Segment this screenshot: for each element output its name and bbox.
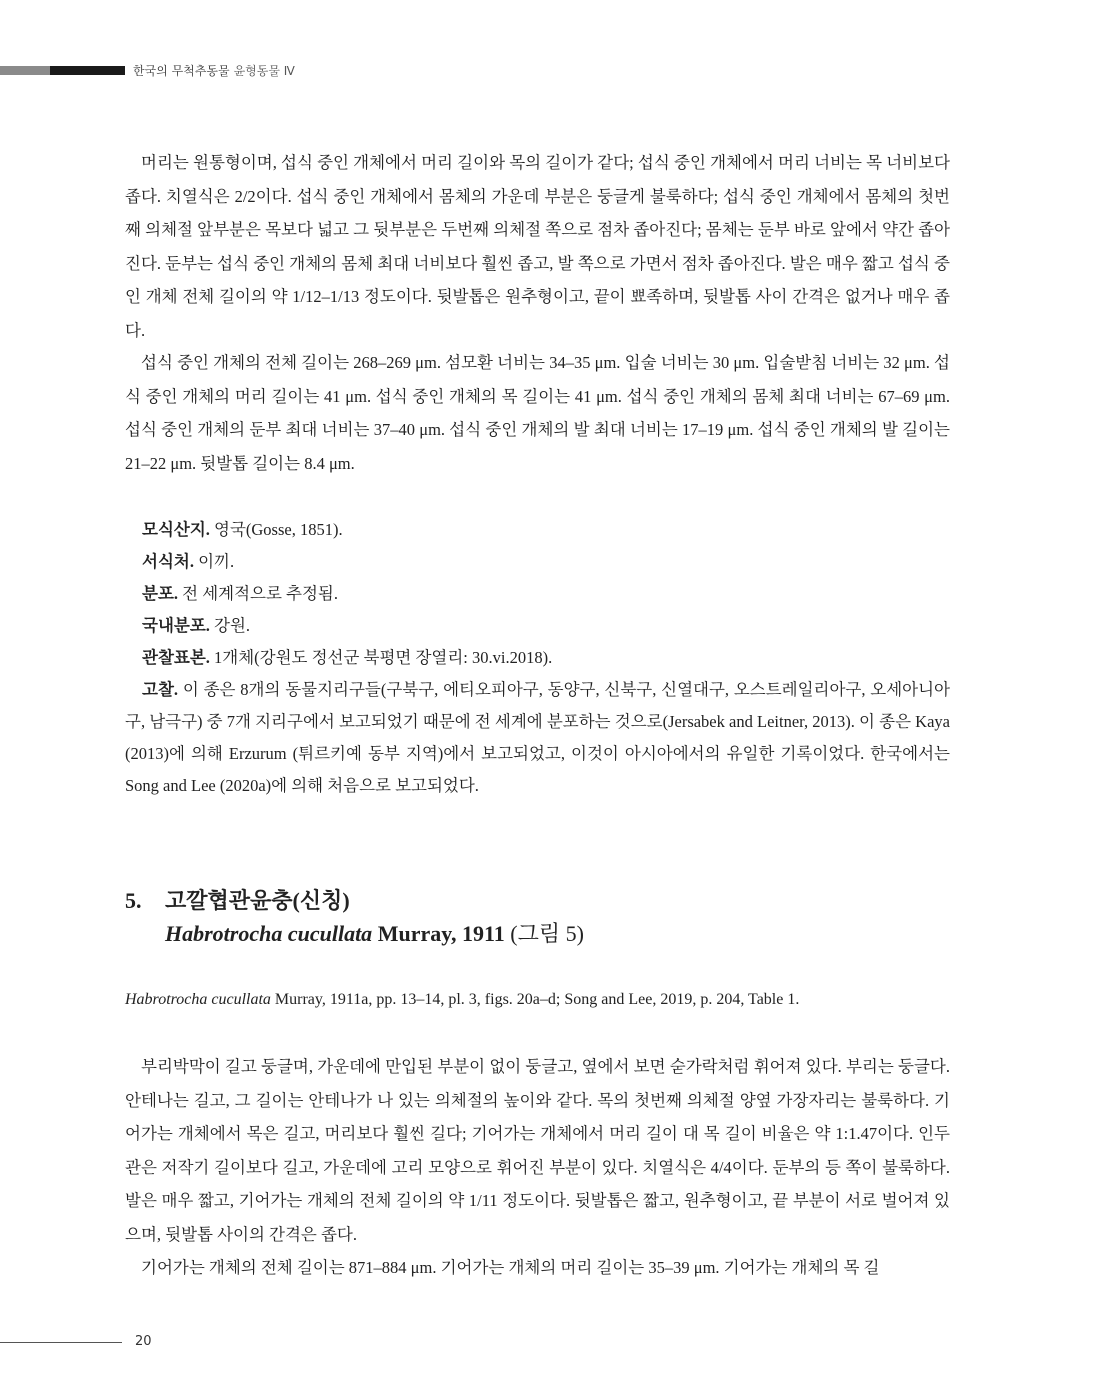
habitat: [125, 546, 950, 578]
species-scientific-heading: [165, 918, 584, 950]
domestic-distribution-value: 강원.: [214, 616, 251, 635]
volume-title: 윤형동물 Ⅳ: [233, 64, 295, 78]
type-locality: [125, 514, 950, 546]
discussion: [125, 674, 950, 802]
species-korean-name: 고깔협관윤충(신칭): [165, 888, 350, 913]
habitat-label: 서식처.: [142, 552, 194, 571]
citation-species: Habrotrocha cucullata: [125, 991, 271, 1008]
material-examined: [125, 642, 950, 674]
discussion-value: 이 종은 8개의 동물지리구들(구북구, 에티오피아구, 동양구, 신북구, 신열대구, 오스트레일리아구, 오세아니아구, 남극구) 중 7개 지리구에서 보고되었기 때문에 전 세계에 분포하는 것으로(Jersabek and Leitner, 2013). 이 종은 Kaya (2013)에 의해 Erzurum (튀르키예 동부 지역)에서 보고되었고, 이것이 아시아에서의 유일한 기록이었다. 한국에서는 Song and Lee (2020a)에 의해 처음으로 보고되었다.: [125, 680, 950, 795]
page-number: 20: [135, 1334, 152, 1349]
description-paragraph-2: 부리박막이 길고 둥글며, 가운데에 만입된 부분이 없이 둥글고, 옆에서 보면 숟가락처럼 휘어져 있다. 부리는 둥글다. 안테나는 길고, 그 길이는 안테나가 나 있는 의체절의 높이와 같다. 목의 첫번째 의체절 양옆 가장자리는 불룩하다. 기어가는 개체에서 목은 길고, 머리보다 훨씬 길다; 기어가는 개체에서 머리 길이 대 목 길이 비율은 약 1:1.47이다. 인두관은 저작기 길이보다 길고, 가운데에 고리 모양으로 휘어진 부분이 있다. 치열식은 4/4이다. 둔부의 등 쪽이 불룩하다. 발은 매우 짧고, 기어가는 개체의 전체 길이의 약 1/11 정도이다. 뒷발톱은 짧고, 원추형이고, 끝 부분이 서로 벌어져 있으며, 뒷발톱 사이의 간격은 좁다.: [125, 1057, 950, 1244]
synonymy-citation: [125, 986, 799, 1014]
material-examined-value: 1개체(강원도 정선군 북평면 장열리: 30.vi.2018).: [214, 648, 553, 667]
habitat-value: 이끼.: [198, 552, 235, 571]
species-scientific-name: Habrotrocha cucullata: [165, 921, 373, 946]
running-header: [133, 62, 295, 79]
type-locality-label: 모식산지.: [142, 520, 210, 539]
domestic-distribution: [125, 610, 950, 642]
discussion-label: 고찰.: [142, 680, 179, 699]
species-number: 5.: [125, 888, 142, 913]
book-title: 한국의 무척추동물: [133, 64, 230, 78]
figure-reference: (그림 5): [510, 921, 584, 946]
measurements-paragraph-1: 섭식 중인 개체의 전체 길이는 268–269 μm. 섬모환 너비는 34–35 μm. 입술 너비는 30 μm. 입술받침 너비는 32 μm. 섭식 중인 개체의 머리 길이는 41 μm. 섭식 중인 개체의 목 길이는 41 μm. 섭식 중인 개체의 몸체 최대 너비는 67–69 μm. 섭식 중인 개체의 둔부 최대 너비는 37–40 μm. 섭식 중인 개체의 발 최대 너비는 17–19 μm. 섭식 중인 개체의 발 길이는 21–22 μm. 뒷발톱 길이는 8.4 μm.: [125, 353, 950, 473]
footer-rule: [0, 1342, 122, 1343]
species-metadata: [125, 514, 950, 802]
description-paragraph-1: 머리는 원통형이며, 섭식 중인 개체에서 머리 길이와 목의 길이가 같다; 섭식 중인 개체에서 머리 너비는 목 너비보다 좁다. 치열식은 2/2이다. 섭식 중인 개체에서 몸체의 가운데 부분은 둥글게 불룩하다; 섭식 중인 개체에서 몸체의 첫번째 의체절 앞부분은 목보다 넓고 그 뒷부분은 두번째 의체절 쪽으로 점차 좁아진다; 몸체는 둔부 바로 앞에서 약간 좁아진다. 둔부는 섭식 중인 개체의 몸체 최대 너비보다 훨씬 좁고, 발 쪽으로 가면서 점차 좁아진다. 발은 매우 짧고 섭식 중인 개체 전체 길이의 약 1/12–1/13 정도이다. 뒷발톱은 원추형이고, 끝이 뾰족하며, 뒷발톱 사이 간격은 없거나 매우 좁다.: [125, 153, 950, 340]
species-heading: [125, 885, 350, 917]
domestic-distribution-label: 국내분포.: [142, 616, 210, 635]
header-accent-bar-gray: [0, 66, 50, 75]
citation-text: Murray, 1911a, pp. 13–14, pl. 3, figs. 20a–d; Song and Lee, 2019, p. 204, Table 1.: [270, 991, 800, 1008]
distribution-label: 분포.: [142, 584, 179, 603]
distribution-value: 전 세계적으로 추정됨.: [182, 584, 338, 603]
header-accent-bar-black: [50, 66, 125, 75]
distribution: [125, 578, 950, 610]
measurements-paragraph-2: 기어가는 개체의 전체 길이는 871–884 μm. 기어가는 개체의 머리 길이는 35–39 μm. 기어가는 개체의 목 길: [141, 1258, 880, 1277]
type-locality-value: 영국(Gosse, 1851).: [214, 520, 343, 539]
material-examined-label: 관찰표본.: [142, 648, 210, 667]
species-author: Murray, 1911: [377, 921, 505, 946]
